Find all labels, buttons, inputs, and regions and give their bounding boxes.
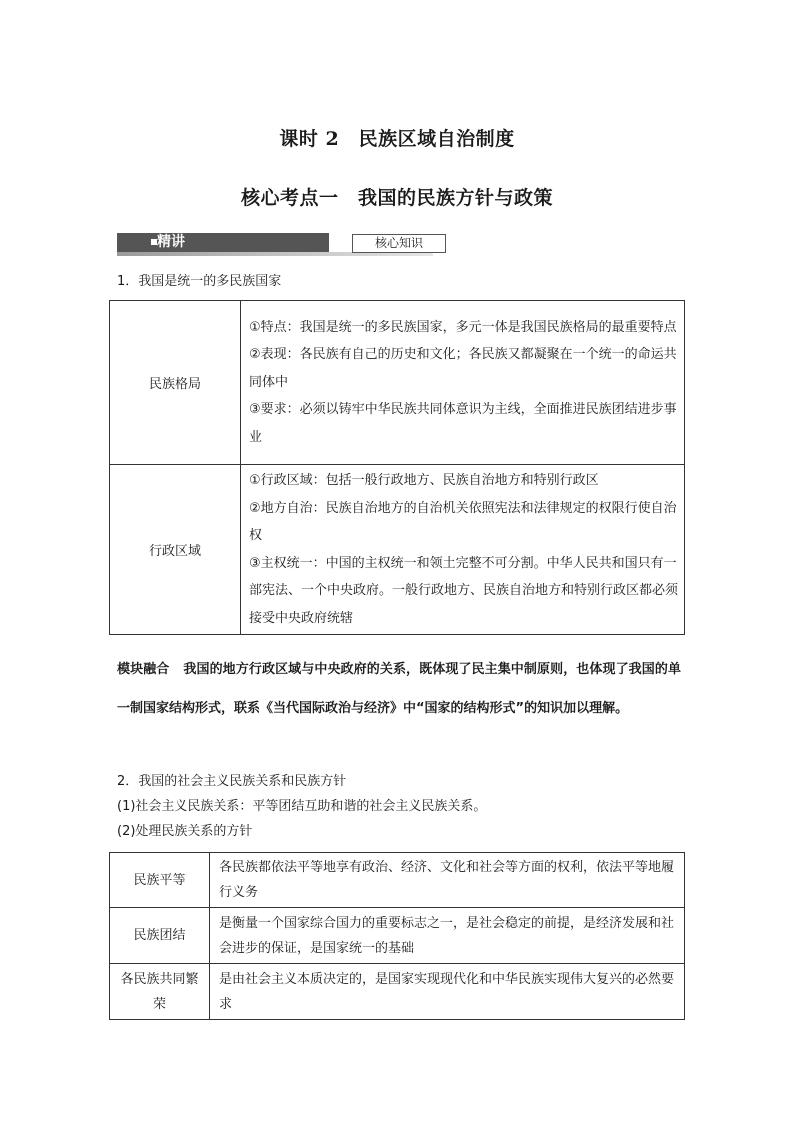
- banner-box-label: 核心知识: [352, 234, 446, 253]
- module-text: 我国的地方行政区域与中央政府的关系，既体现了民主集中制原则，也体现了我国的单一制国家结构形式，联系《当代国际政治与经济》中“国家的结构形式”的知识加以理解。: [117, 662, 681, 716]
- row-header: 民族团结: [110, 908, 210, 964]
- subheading-2: (2)处理民族关系的方针: [117, 824, 253, 839]
- row-header: 民族平等: [110, 853, 210, 908]
- table-row: [110, 964, 685, 1020]
- row-content: [241, 465, 685, 635]
- row-line: ③主权统一：中国的主权统一和领土完整不可分割。中华人民共和国只有一部宪法、一个中央政府。一般行政地方、民族自治地方和特别行政区都必须接受中央政府统辖: [249, 555, 679, 626]
- row-line: ③要求：必须以铸牢中华民族共同体意识为主线，全面推进民族团结进步事业: [249, 402, 677, 445]
- section-banner: [117, 233, 433, 255]
- section-title: 核心考点一 我国的民族方针与政策: [240, 187, 553, 209]
- module-fusion-paragraph: [117, 650, 681, 728]
- heading-2: 2．我国的社会主义民族关系和民族方针: [117, 774, 347, 789]
- row-header: 行政区域: [110, 465, 241, 635]
- row-line: ①行政区域：包括一般行政地方、民族自治地方和特别行政区: [249, 473, 599, 488]
- row-content: 各民族都依法平等地享有政治、经济、文化和社会等方面的权利，依法平等地履行义务: [210, 853, 685, 908]
- subheading-1: (1)社会主义民族关系：平等团结互助和谐的社会主义民族关系。: [117, 799, 487, 814]
- lesson-title: 课时 2 民族区域自治制度: [279, 128, 515, 150]
- banner-bar: [117, 233, 329, 252]
- module-label: 模块融合: [117, 662, 170, 677]
- table-row: [110, 301, 685, 465]
- table-row: [110, 465, 685, 635]
- row-header: 民族格局: [110, 301, 241, 465]
- row-line: ①特点：我国是统一的多民族国家，多元一体是我国民族格局的最重要特点: [249, 319, 677, 335]
- row-content: 是衡量一个国家综合国力的重要标志之一，是社会稳定的前提，是经济发展和社会进步的保证，是国家统一的基础: [210, 908, 685, 964]
- banner-tag: 精讲: [157, 234, 185, 250]
- ethnic-policy-table: [109, 852, 685, 1020]
- table-row: [110, 908, 685, 964]
- row-content: [241, 301, 685, 465]
- heading-1: 1．我国是统一的多民族国家: [117, 274, 282, 289]
- ethnic-structure-table: [109, 300, 685, 635]
- row-line: ②地方自治：民族自治地方的自治机关依照宪法和法律规定的权限行使自治权: [249, 500, 677, 543]
- table-row: [110, 853, 685, 908]
- row-header: 各民族共同繁荣: [110, 964, 210, 1020]
- row-content: 是由社会主义本质决定的，是国家实现现代化和中华民族实现伟大复兴的必然要求: [210, 964, 685, 1020]
- row-line: ②表现：各民族有自己的历史和文化；各民族又都凝聚在一个统一的命运共同体中: [249, 347, 677, 390]
